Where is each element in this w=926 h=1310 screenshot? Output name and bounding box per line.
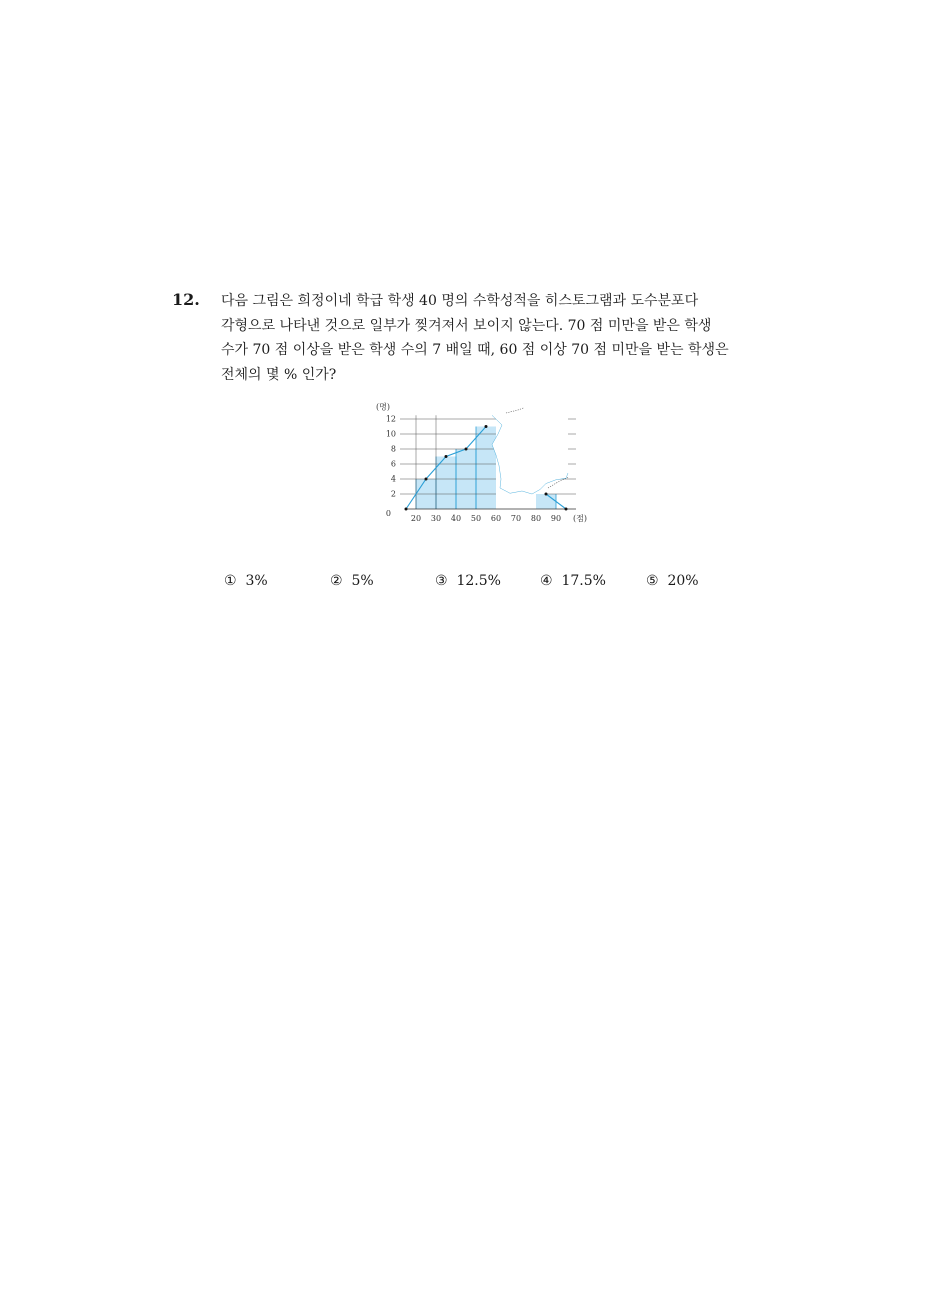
y-tick-label: 6 <box>390 459 396 469</box>
x-tick-label: 30 <box>430 514 442 523</box>
polygon-point <box>485 425 488 428</box>
x-tick-label: 80 <box>530 514 542 523</box>
y-tick-label: 2 <box>390 489 396 499</box>
x-axis-label: (점) <box>573 514 587 523</box>
problem-text <box>221 289 751 387</box>
x-tick-label: 40 <box>450 514 462 523</box>
polygon-point <box>545 493 548 496</box>
problem-text-line: 각형으로 나타낸 것으로 일부가 찢겨져서 보이지 않는다. 70 점 미만을 받은 학생 <box>221 317 712 334</box>
choice-text: 5% <box>351 573 374 589</box>
choice-mark: ④ <box>540 573 553 589</box>
histogram-figure <box>370 396 610 535</box>
x-tick-label: 20 <box>410 514 422 523</box>
choice-1[interactable] <box>224 573 268 589</box>
choice-4[interactable] <box>540 573 606 589</box>
choice-text: 20% <box>667 573 699 589</box>
torn-mask <box>492 396 568 494</box>
y-tick-label: 8 <box>390 444 396 454</box>
polygon-point <box>565 508 568 511</box>
x-tick-label: 70 <box>510 514 522 523</box>
choice-mark: ⑤ <box>646 573 659 589</box>
histogram-bar <box>476 427 496 510</box>
problem-number: 12. <box>172 290 200 309</box>
x-tick-label: 50 <box>470 514 482 523</box>
y-tick-label: 10 <box>385 429 396 439</box>
y-axis-label: (명) <box>376 402 390 412</box>
y-tick-label: 12 <box>385 414 396 424</box>
choice-2[interactable] <box>330 573 374 589</box>
origin-label: 0 <box>385 509 391 518</box>
choice-3[interactable] <box>435 573 501 589</box>
histogram-bar <box>536 494 556 509</box>
x-tick-label: 90 <box>550 514 562 523</box>
choice-mark: ③ <box>435 573 448 589</box>
polygon-point <box>425 478 428 481</box>
problem-text-line: 수가 70 점 이상을 받은 학생 수의 7 배일 때, 60 점 이상 70 점 미만을 받는 학생은 <box>221 342 729 358</box>
histogram-chart <box>370 396 610 531</box>
x-tick-label: 60 <box>490 514 502 523</box>
problem-text-line: 다음 그림은 희정이네 학급 학생 40 명의 수학성적을 히스토그램과 도수분포다 <box>221 293 699 309</box>
choice-text: 12.5% <box>456 573 501 589</box>
choice-text: 17.5% <box>561 573 606 589</box>
problem-text-line: 전체의 몇 % 인가? <box>221 366 337 383</box>
polygon-point <box>405 508 408 511</box>
answer-choices <box>0 573 926 593</box>
choice-mark: ② <box>330 573 343 589</box>
choice-text: 3% <box>245 573 268 589</box>
polygon-point <box>465 448 468 451</box>
choice-mark: ① <box>224 573 237 589</box>
polygon-point <box>445 455 448 458</box>
y-tick-label: 4 <box>390 474 396 484</box>
choice-5[interactable] <box>646 573 699 589</box>
